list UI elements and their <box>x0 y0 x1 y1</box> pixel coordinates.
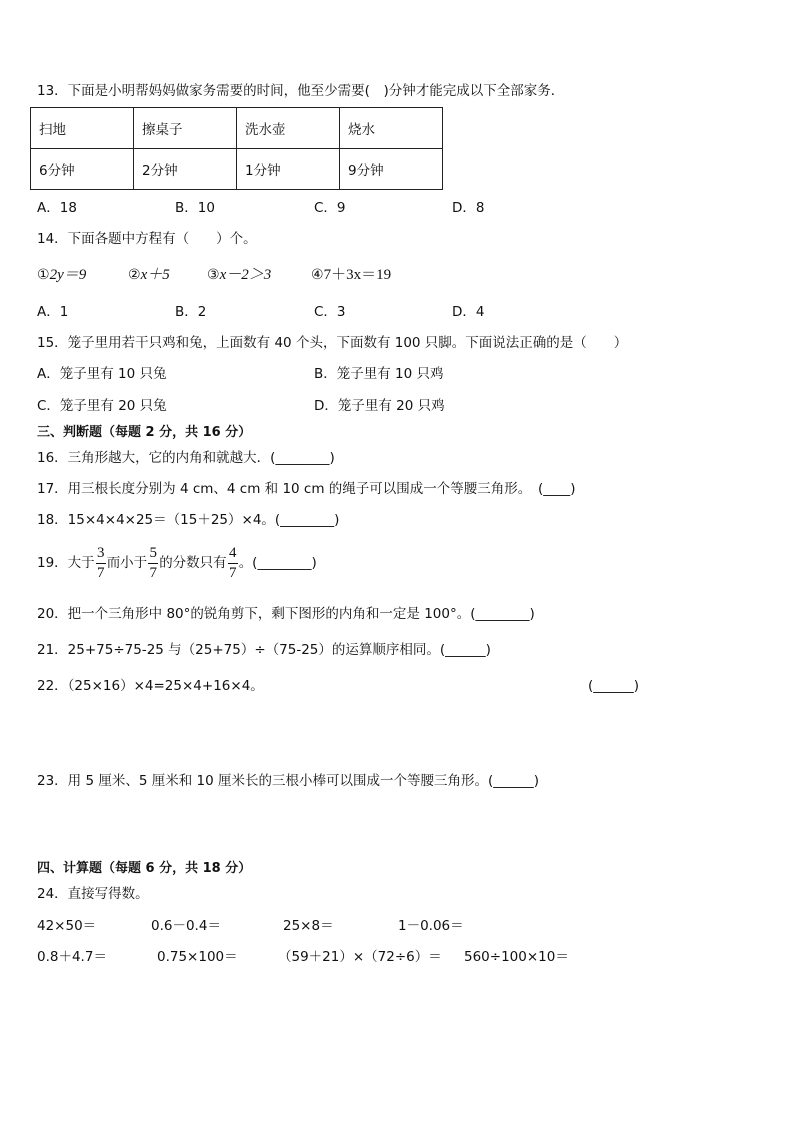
denominator: 7 <box>96 565 105 581</box>
q14-option-a: A．1 <box>37 304 69 320</box>
table-row <box>31 108 443 149</box>
denominator: 7 <box>149 565 157 581</box>
q14-item-2 <box>128 268 170 283</box>
q16-text: 16．三角形越大，它的内角和就越大．(________) <box>37 450 335 466</box>
q14-option-c: C．3 <box>314 304 346 320</box>
table-cell: 1分钟 <box>237 149 340 190</box>
table-cell: 扫地 <box>31 108 134 149</box>
q14-text: 14．下面各题中方程有（ ）个。 <box>37 231 257 247</box>
calc-item: 42×50＝ <box>37 918 97 934</box>
item-number: ② <box>128 267 141 283</box>
q13-option-a: A．18 <box>37 200 77 216</box>
table-cell: 2分钟 <box>134 149 237 190</box>
q19-prefix: 19．大于 <box>37 554 95 571</box>
expression: x－2＞3 <box>219 267 272 283</box>
calc-item: 1－0.06＝ <box>398 918 464 934</box>
q23-text: 23．用 5 厘米、5 厘米和 10 厘米长的三根小棒可以围成一个等腰三角形。(______) <box>37 773 540 789</box>
numerator: 3 <box>96 545 105 561</box>
q24-text: 24．直接写得数。 <box>37 886 149 902</box>
calc-item: 25×8＝ <box>283 918 334 934</box>
fraction <box>228 546 238 581</box>
table-cell: 9分钟 <box>340 149 443 190</box>
calc-item: 0.75×100＝ <box>157 949 238 965</box>
table-cell: 烧水 <box>340 108 443 149</box>
chores-table <box>30 107 443 190</box>
q13-option-b: B．10 <box>175 200 215 216</box>
q18-text: 18．15×4×4×25＝（15＋25）×4。(________) <box>37 512 340 528</box>
expression: x＋5 <box>140 267 170 283</box>
q19-suffix: 。(________) <box>238 554 317 571</box>
q14-option-b: B．2 <box>175 304 207 320</box>
q19-line <box>37 546 317 581</box>
section-3-title: 三、判断题（每题 2 分，共 16 分） <box>37 425 252 440</box>
q14-option-d: D．4 <box>452 304 485 320</box>
q13-text: 13．下面是小明帮妈妈做家务需要的时间，他至少需要( )分钟才能完成以下全部家务． <box>37 83 565 99</box>
q15-option-a: A．笼子里有 10 只兔 <box>37 366 167 382</box>
q20-text: 20．把一个三角形中 80°的锐角剪下，剩下图形的内角和一定是 100°。(________) <box>37 606 535 622</box>
q21-text: 21．25+75÷75-25 与（25+75）÷（75-25）的运算顺序相同。(______) <box>37 642 491 658</box>
item-number: ④ <box>311 267 324 283</box>
q15-text: 15．笼子里用若干只鸡和兔，上面数有 40 个头，下面数有 100 只脚。下面说法正确的是（ ） <box>37 335 628 351</box>
q13-option-c: C．9 <box>314 200 346 216</box>
item-number: ③ <box>207 267 220 283</box>
table-cell: 擦桌子 <box>134 108 237 149</box>
table-cell: 6分钟 <box>31 149 134 190</box>
fraction-bar <box>96 563 106 564</box>
table-row <box>31 149 443 190</box>
q22-blank: (______) <box>588 678 640 694</box>
numerator: 5 <box>149 545 157 561</box>
q14-item-3 <box>207 268 271 283</box>
q17-text: 17．用三根长度分别为 4 cm、4 cm 和 10 cm 的绳子可以围成一个等腰三角形。 (____) <box>37 481 576 497</box>
q19-mid1: 而小于 <box>106 554 148 571</box>
expression: 2y＝9 <box>49 267 87 283</box>
q15-option-b: B．笼子里有 10 只鸡 <box>314 366 444 382</box>
expression: 7＋3x＝19 <box>323 267 392 283</box>
q15-option-d: D．笼子里有 20 只鸡 <box>314 398 445 414</box>
calc-item: （59＋21）×（72÷6）＝ <box>278 949 442 965</box>
table-cell: 洗水壶 <box>237 108 340 149</box>
fraction <box>148 546 158 581</box>
q15-option-c: C．笼子里有 20 只兔 <box>37 398 167 414</box>
calc-item: 0.6－0.4＝ <box>151 918 221 934</box>
fraction <box>96 546 106 581</box>
denominator: 7 <box>228 565 237 581</box>
item-number: ① <box>37 267 50 283</box>
fraction-bar <box>228 563 238 564</box>
section-4-title: 四、计算题（每题 6 分，共 18 分） <box>37 861 252 876</box>
numerator: 4 <box>228 545 237 561</box>
q22-text: 22．（25×16）×4=25×4+16×4。 <box>37 678 264 694</box>
q14-item-1 <box>37 268 86 283</box>
fraction-bar <box>148 563 158 564</box>
q13-option-d: D．8 <box>452 200 485 216</box>
calc-item: 560÷100×10＝ <box>464 949 569 965</box>
q19-mid2: 的分数只有 <box>159 554 227 571</box>
calc-item: 0.8＋4.7＝ <box>37 949 107 965</box>
q14-item-4 <box>311 268 391 283</box>
